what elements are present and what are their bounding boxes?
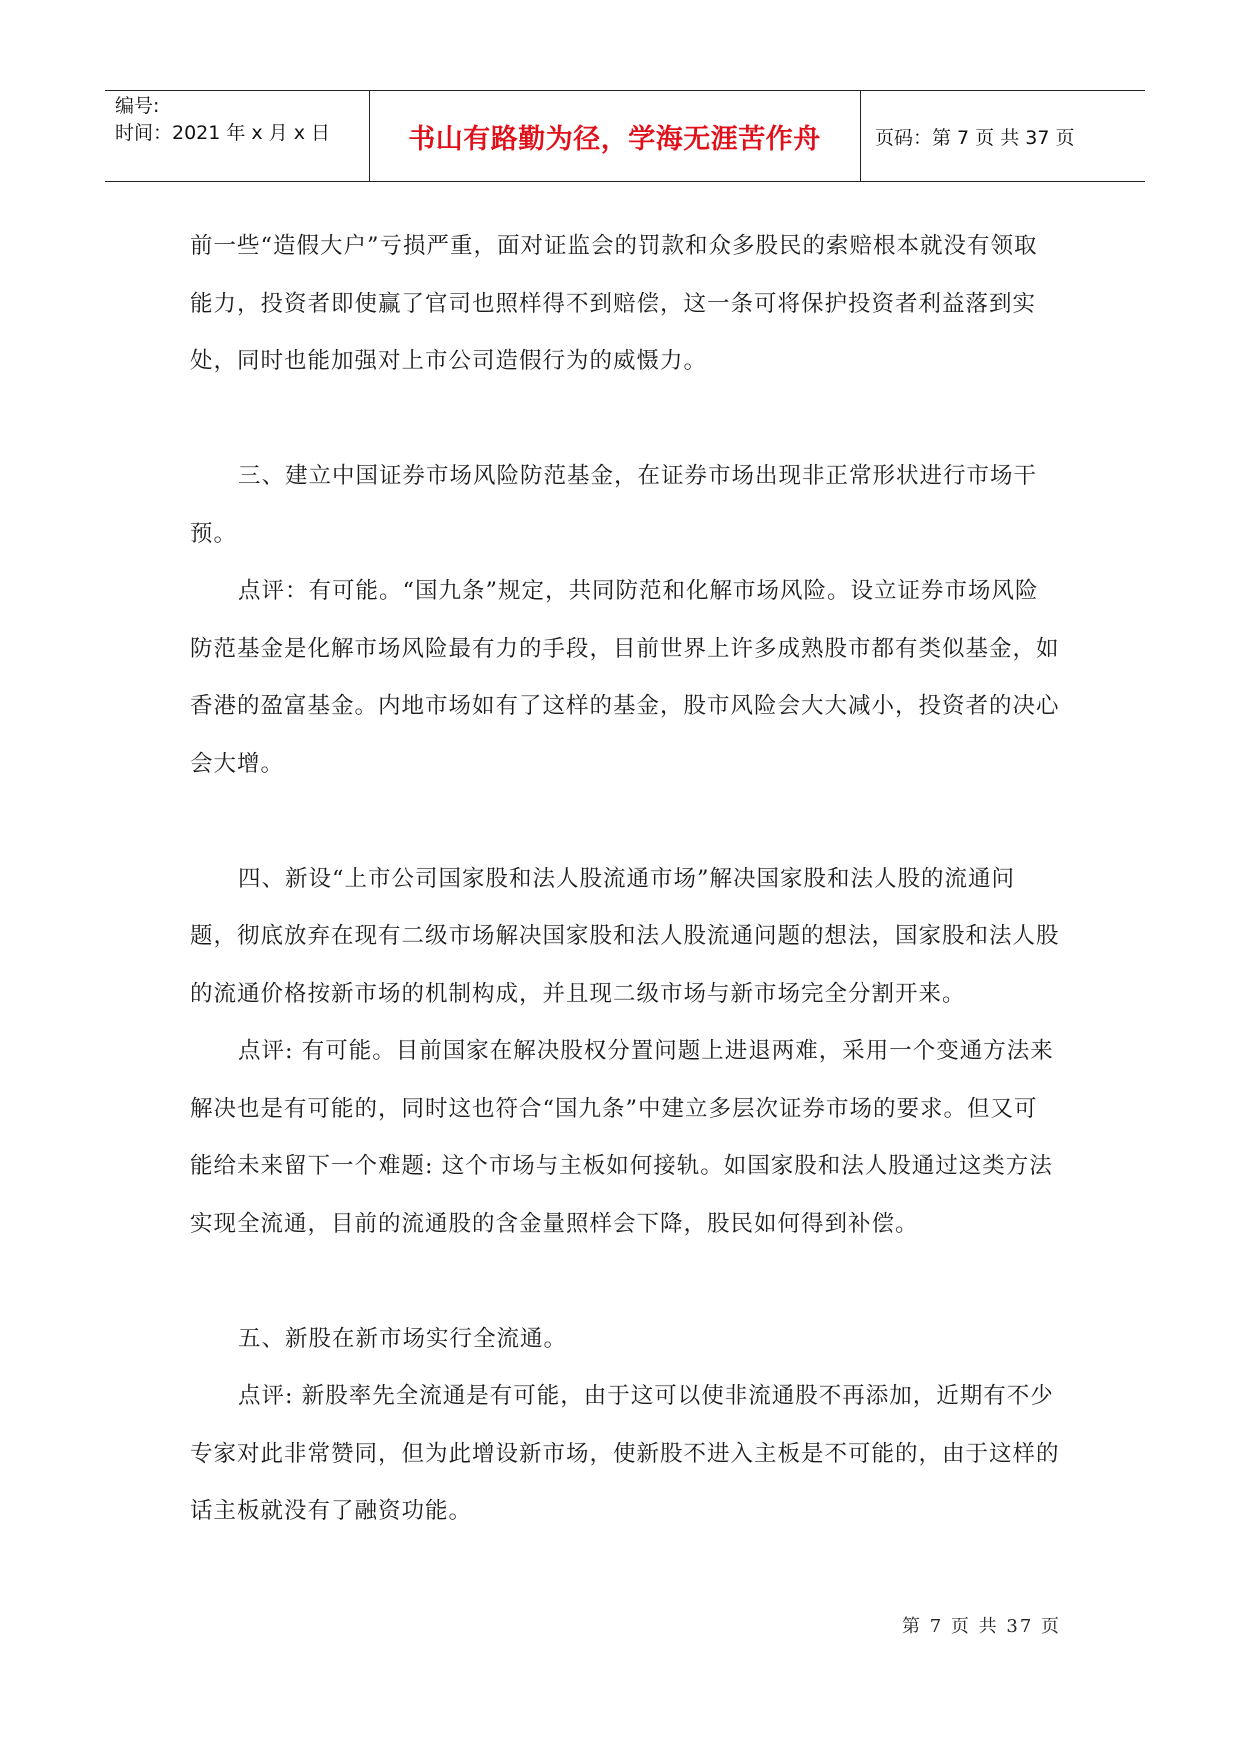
page-footer: 第 7 页 共 37 页 [902, 1616, 1061, 1637]
header-page-info: 页码：第 7 页 共 37 页 [875, 126, 1075, 149]
section-heading: 五、新股在新市场实行全流通。 [238, 1325, 568, 1352]
paragraph-spacer [190, 391, 1060, 449]
document-time-label: 时间：2021 年 x 月 x 日 [115, 122, 331, 144]
commentary-paragraph: 点评：有可能。“国九条”规定，共同防范和化解市场风险。设立证券市场风险防范基金是化解市场风险最有力的手段，目前世界上许多成熟股市都有类似基金，如香港的盈富基金。内地市场如有了这样的基金，股市风险会大大减小，投资者的决心会大增。 [190, 578, 1060, 777]
header-meta [115, 93, 365, 147]
section-heading: 四、新设“上市公司国家股和法人股流通市场”解决国家股和法人股的流通问题，彻底放弃在现有二级市场解决国家股和法人股流通问题的想法，国家股和法人股的流通价格按新市场的机制构成，并且现二级市场与新市场完全分割开来。 [190, 865, 1060, 1007]
document-number-label: 编号: [115, 95, 160, 117]
paragraph-spacer [190, 793, 1060, 851]
document-header [105, 90, 1145, 182]
body-paragraph: 前一些“造假大户”亏损严重，面对证监会的罚款和众多股民的索赔根本就没有领取能力，投资者即使赢了官司也照样得不到赔偿，这一条可将保护投资者利益落到实处，同时也能加强对上市公司造假行为的威慑力。 [190, 233, 1038, 374]
section-heading: 三、建立中国证券市场风险防范基金，在证券市场出现非正常形状进行市场干预。 [190, 463, 1038, 547]
header-motto: 书山有路勤为径，学海无涯苦作舟 [408, 123, 821, 155]
commentary-paragraph: 点评: 有可能。目前国家在解决股权分置问题上进退两难，采用一个变通方法来解决也是有可能的，同时这也符合“国九条”中建立多层次证券市场的要求。但又可能给未来留下一个难题: 这个市场与主板如何接轨。如国家股和法人股通过这类方法实现全流通，目前的流通股的含金量照样会下降，股民如何得到补偿。 [190, 1038, 1054, 1237]
paragraph-spacer [190, 1253, 1060, 1311]
header-divider [860, 91, 861, 181]
document-body [190, 218, 1060, 1541]
commentary-paragraph: 点评: 新股率先全流通是有可能，由于这可以使非流通股不再添加，近期有不少专家对此非常赞同，但为此增设新市场，使新股不进入主板是不可能的，由于这样的话主板就没有了融资功能。 [190, 1383, 1060, 1524]
